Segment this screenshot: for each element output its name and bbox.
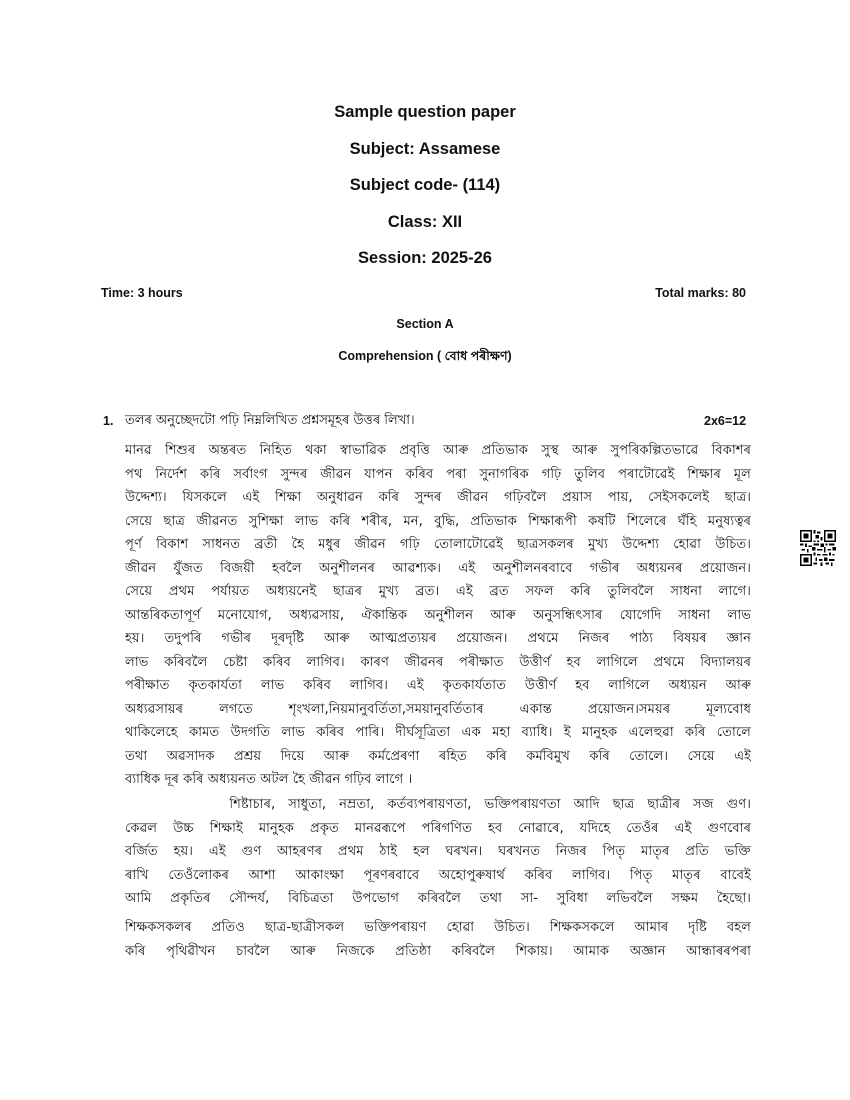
passage-line: আমি প্ৰকৃতিৰ সৌন্দৰ্য, বিচিত্ৰতা উপভোগ কৰিবলৈ তথা সা- সুবিধা লভিবলৈ সক্ষম হৈছো। [125,891,751,906]
passage-line: জীৱন যুঁজত বিজয়ী হবলৈ অনুশীলনৰ আৱশ্যক। এই অনুশীলনৰবাবে গভীৰ অধ্যয়নৰ প্ৰয়োজন। [125,560,751,576]
qr-code-icon[interactable] [800,530,836,566]
section-label: Section A [396,317,454,331]
passage-line: লাভ কৰিবলৈ চেষ্টা কৰিব লাগিব। কাৰণ জীৱনৰ পৰীক্ষাত উত্তীৰ্ণ হব লাগিলে প্ৰথমে বিদ্যালয়ৰ [125,654,751,670]
passage-line: পৰীক্ষাত কৃতকাৰ্যতা লাভ কৰিব লাগিব। এই কৃতকাৰ্যতাত উত্তীৰ্ণ হব লাগিলে অধ্যয়ন আৰু [125,678,751,693]
passage-line: কেৱল উচ্চ শিক্ষাই মানুহক প্ৰকৃত মানৱৰূপে পৰিগণিত হব নোৱাৰে, যদিহে তেওঁৰ এই গুণবোৰ [125,820,751,836]
passage-line: উদ্দেশ্য। যিসকলে এই শিক্ষা অনুধাৱন কৰি সুন্দৰ জীৱন গঢ়িবলৈ প্ৰয়াস পায়, সেইসকলেই ছাত্ৰ। [125,490,751,505]
passage-line: বৰ্জিত হয়। এই গুণ আহৰণৰ প্ৰথম ঠাই হল ঘৰখন। ঘৰখনত নিজৰ পিতৃ মাতৃৰ প্ৰতি ভক্তি [125,844,751,859]
question-number: 1. [103,414,114,428]
passage-line: মানৱ শিশুৰ অন্তৰত নিহিত থকা স্বাভাৱিক প্ৰবৃত্তি আৰু প্ৰতিভাক সুস্থ আৰু সুপৰিকল্পিতভাৱে বিকাশৰ [125,443,751,458]
class: Class: XII [387,213,463,231]
passage-line: পূৰ্ণ বিকাশ সাধনত ব্ৰতী হৈ মধুৰ জীৱন গঢ়ি তোলাটোৱেই ছাত্ৰসকলৰ মুখ্য উদ্দেশ্য হোৱা উচিত। [125,537,751,552]
passage-line: কৰি পৃথিৱীখন চাবলৈ আৰু নিজকে প্ৰতিষ্ঠা কৰিবলৈ শিকায়। আমাক অজ্ঞান আন্ধাৰৰপৰা [125,943,751,959]
passage-line: ব্যাধিক দূৰ কৰি অধ্যয়নত অটল হৈ জীৱন গঢ়িব লাগে । [125,772,413,787]
passage-line: হয়। তদুপৰি গভীৰ দূৰদৃষ্টি আৰু আত্মপ্ৰত্যয়ৰ প্ৰয়োজন। প্ৰথমে নিজৰ পাঠ্য বিষয়ৰ জ্ঞান [125,631,751,646]
passage-line: পথ নিৰ্দেশ কৰি সৰ্বাংগ সুন্দৰ জীৱন যাপন কৰিব পৰা সুনাগৰিক গঢ়ি তুলিব পৰাটোৱেই শিক্ষাৰ মূল [125,466,751,482]
passage-line: ৰাখি তেওঁলোকৰ আশা আকাংক্ষা পূৰণৰবাবে অহোপুৰুষাৰ্থ কৰিব লাগিব। পিতৃ মাতৃৰ বাবেই [125,867,751,883]
passage-paragraph-3 [125,916,751,963]
passage-paragraph-2 [125,793,751,911]
passage-line: আন্তৰিকতাপূৰ্ণ মনোযোগ, অধ্যৱসায়, ঐকান্তিক অনুশীলন আৰু অনুসন্ধিৎসাৰ যোগেদি সাধনা লাভ [125,607,751,623]
question-text: তলৰ অনুচ্ছেদটো পঢ়ি নিম্নলিখিত প্ৰশ্নসমূহৰ উত্তৰ লিখা। [125,413,415,428]
passage-line: তথা অৱসাদক প্ৰশ্ৰয় দিয়ে আৰু কৰ্মপ্ৰেৰণা ৰহিত কৰি কৰ্মবিমুখ কৰি তোলে। সেয়ে এই [125,748,751,764]
passage-line: শিক্ষকসকলৰ প্ৰতিও ছাত্ৰ-ছাত্ৰীসকল ভক্তিপৰায়ণ হোৱা উচিত। শিক্ষকসকলে আমাৰ দৃষ্টি বহল [125,920,751,935]
passage-line: শিষ্টাচাৰ, সাধুতা, নম্ৰতা, কৰ্তব্যপৰায়ণতা, ভক্তিপৰায়ণতা আদি ছাত্ৰ ছাত্ৰীৰ সজ গুণ। [125,797,751,812]
passage-line: অধ্যৱসায়ৰ লগতে শৃংখলা,নিয়মানুবৰ্তিতা,সময়ানুবৰ্তিতাৰ একান্ত প্ৰয়োজন।সময়ৰ মূল্যবোধ [125,701,751,717]
question-marks: 2x6=12 [704,414,747,428]
comprehension-label: Comprehension ( বোধ পৰীক্ষণ) [338,349,512,363]
passage-line: সেয়ে ছাত্ৰ জীৱনত সুশিক্ষা লাভ কৰি শৰীৰ, মন, বুদ্ধি, প্ৰতিভাক শিক্ষাৰূপী কষটি শিলেৰে ঘঁহি মনুষ্যত্বৰ [125,513,751,529]
subject: Subject: Assamese [349,140,501,158]
total-marks: Total marks: 80 [655,286,746,300]
passage-line: সেয়ে প্ৰথম পৰ্যায়ত অধ্যয়নেই ছাত্ৰৰ মুখ্য ব্ৰত। এই ব্ৰত সফল কৰি তুলিবলৈ সাধনা লাগে। [125,584,751,599]
paper-title: Sample question paper [334,103,516,121]
subject-code: Subject code- (114) [349,176,501,194]
passage-line: থাকিলেহে কামত উদগতি লাভ কৰিব পাৰি। দীৰ্ঘসূত্ৰিতা এক মহা ব্যাধি। ই মানুহক এলেহুৱা কৰি তোলে [125,725,751,740]
session: Session: 2025-26 [358,249,492,267]
time-label: Time: 3 hours [101,286,183,300]
passage-paragraph-1 [125,439,751,792]
